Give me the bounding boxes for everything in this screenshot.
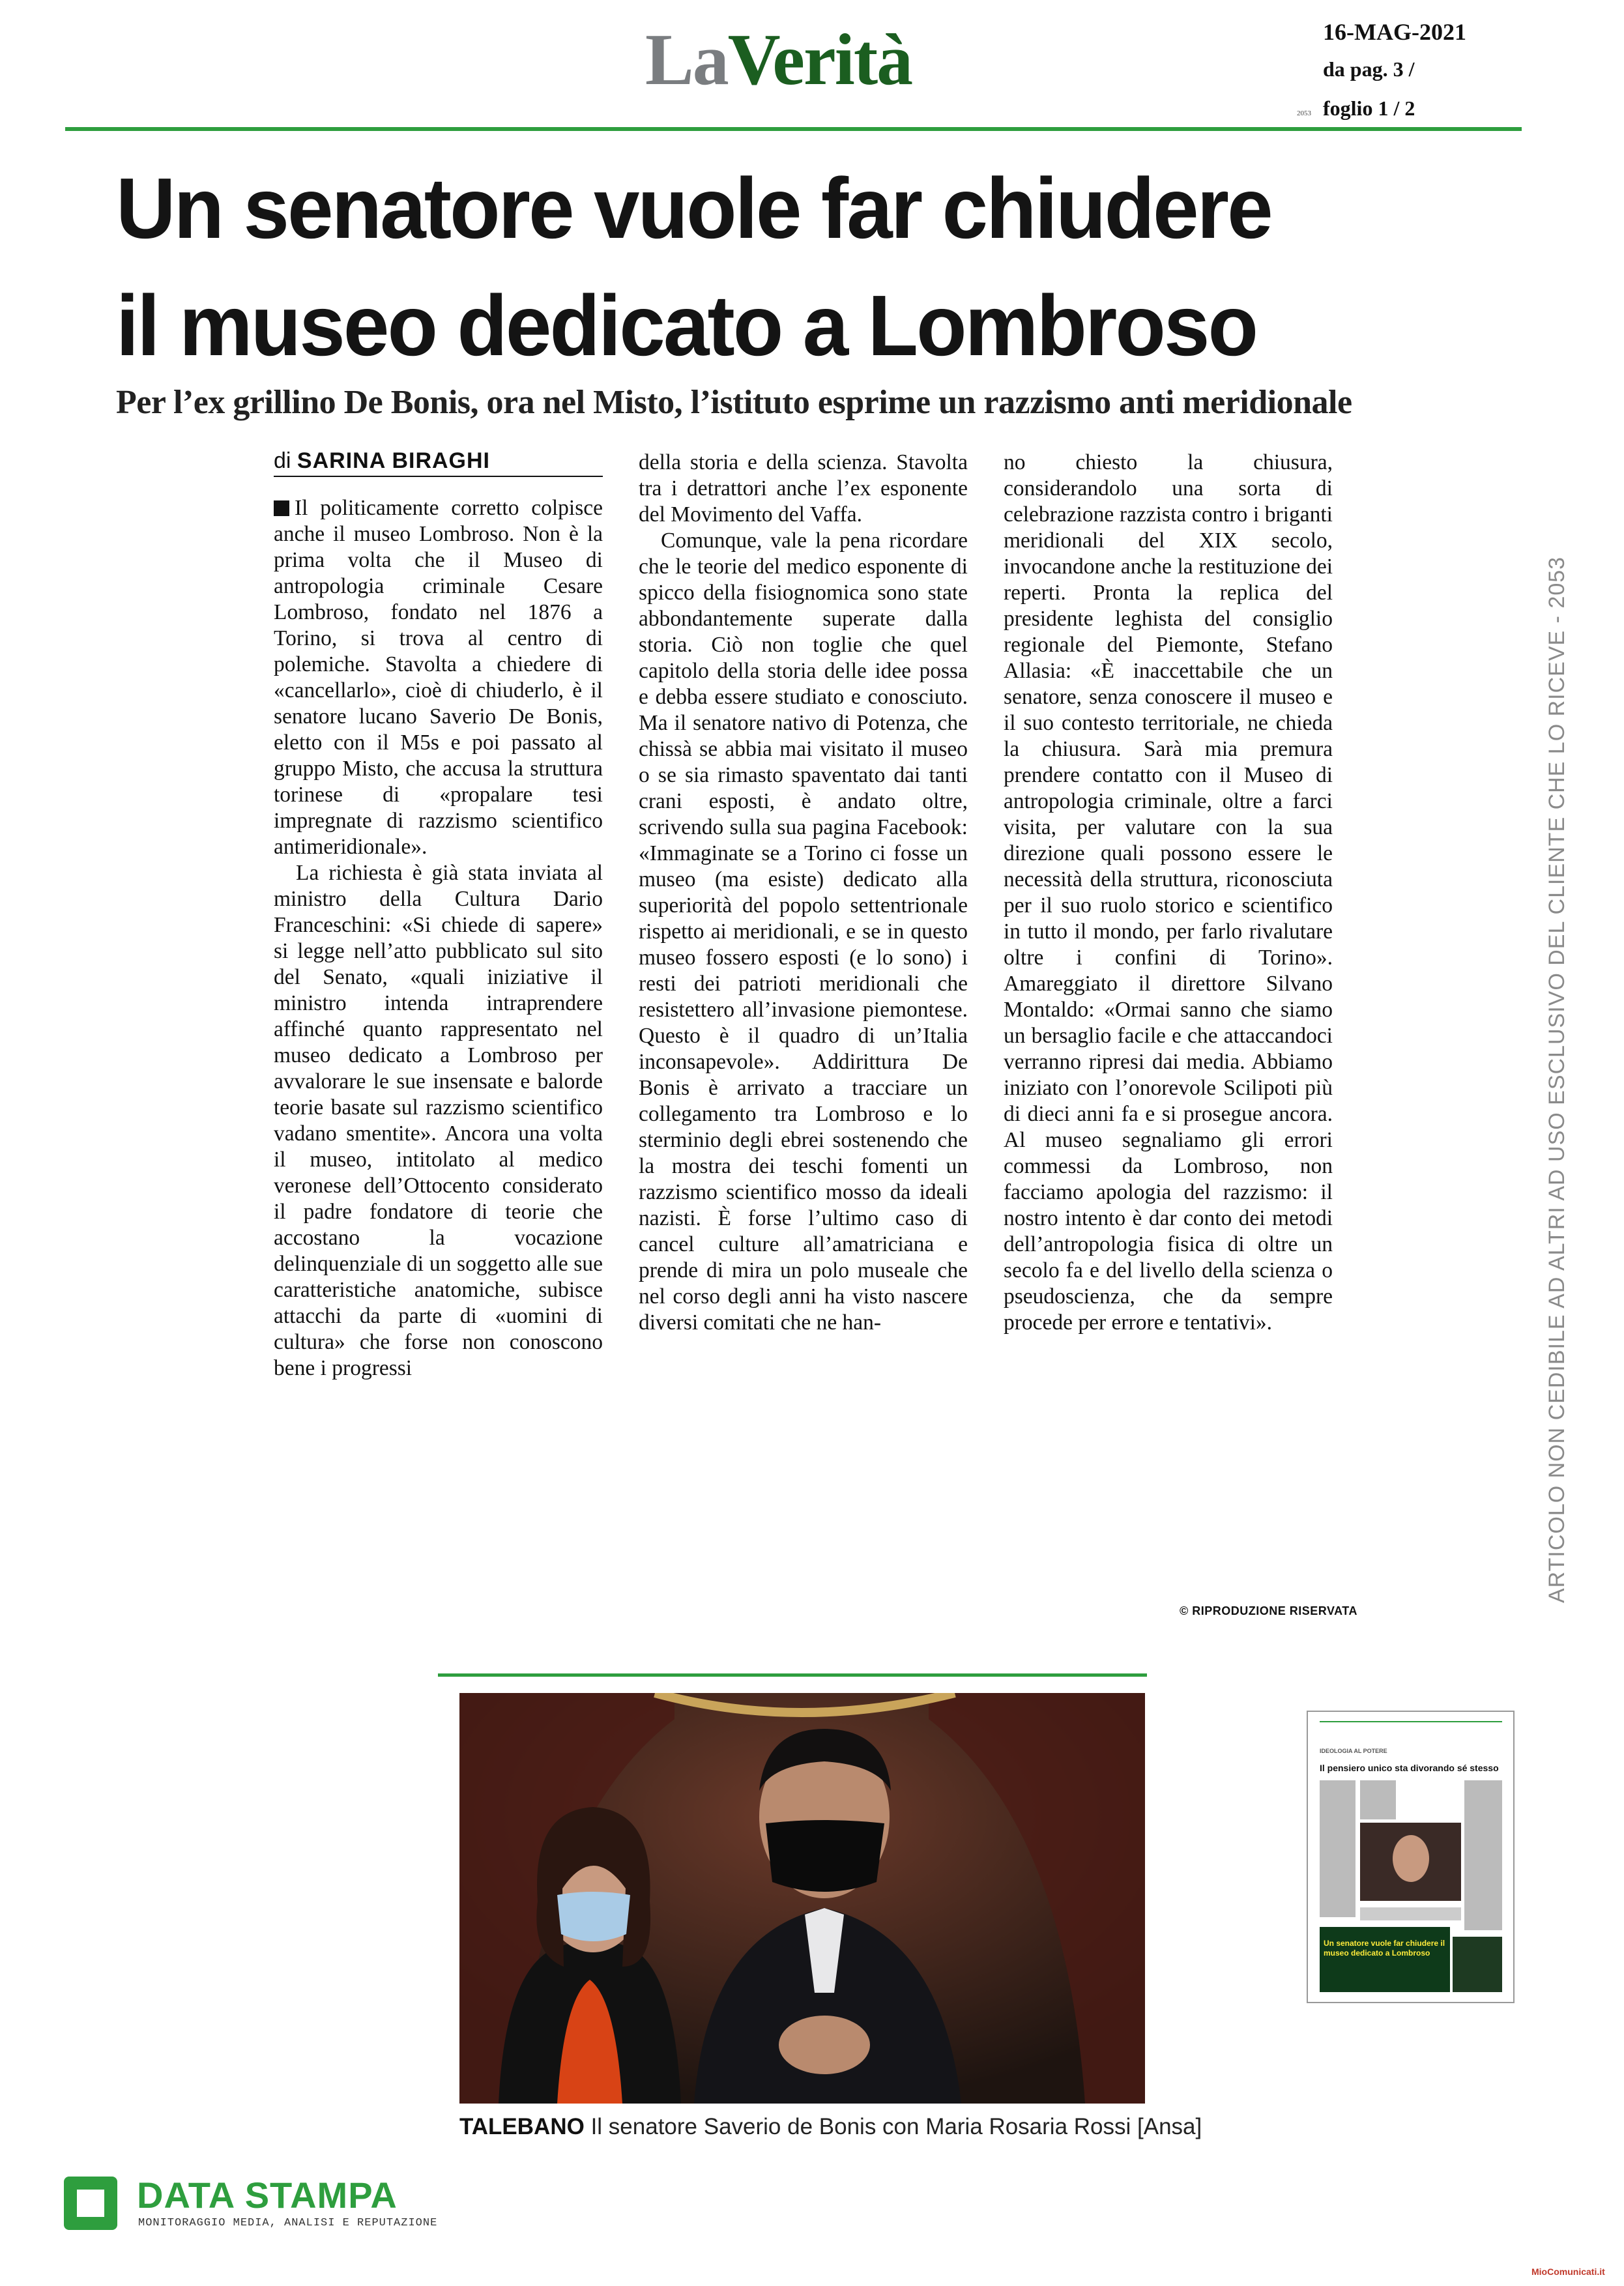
- byline-divider: [274, 476, 603, 477]
- masthead-verita: Verità: [727, 20, 912, 100]
- photo-caption: [459, 2114, 1202, 2140]
- data-stampa-logo-icon: [64, 2177, 117, 2230]
- paragraph: della storia e della scienza. Stavolta tra i detrattori anche l’ex esponente del Movimento del Vaffa.: [639, 450, 968, 527]
- masthead-logo: [645, 20, 912, 100]
- photo-divider: [438, 1673, 1147, 1677]
- paragraph: Comunque, vale la pena ricordare che le teorie del medico esponente di spicco della fisiognomica sono state abbondantemente superate dalla storia. Ciò non toglie che quel capitolo della storia delle idee possa e debba essere studiato e conosciuto. Ma il senatore nativo di Potenza, che chissà se abbia mai visitato il museo o se sia rimasto spaventato dai tanti crani esposti, è andato oltre, scrivendo sulla sua pagina Facebook: «Immaginate se a Torino ci fosse un museo (ma esiste) dedicato alla superiorità del popolo settentrionale rispetto ai meridionali, e se in questo museo fossero esposti (e lo sono) i resti dei patrioti meridionali che resistettero all’invasione piemontese. Questo è il quadro di un’Italia inconsapevole». Addirittura De Bonis è arrivato a tracciare un collegamento tra Lombroso e lo sterminio degli ebrei sostenendo che la mostra dei teschi fomenti un razzismo scientifico mosso da ideali nazisti. È forse l’ultimo caso di cancel culture all’amatriciana e prende di mira un polo museale che nel corso degli anni ha visto nascere diversi comitati che ne han-: [639, 528, 968, 1335]
- subheadline: Per l’ex grillino De Bonis, ora nel Misto, l’istituto esprime un razzismo anti meridionale: [116, 384, 1352, 421]
- page-ref: da pag. 3 /: [1323, 57, 1415, 81]
- caption-text: Il senatore Saverio de Bonis con Maria Rosaria Rossi [Ansa]: [584, 2114, 1202, 2139]
- headline-line-1: Un senatore vuole far chiudere: [116, 160, 1271, 256]
- paragraph: La richiesta è già stata inviata al ministro della Cultura Dario Franceschini: «Si chiede di sapere» si legge nell’atto pubblicato sul sito del Senato, «quali iniziative il ministro intenda intraprendere affinché quanto rappresentato nel museo dedicato a Lombroso per avvalorare le sue insensate e balorde teorie basate sul razzismo scientifico vadano smentite». Ancora una volta il museo, intitolato al medico veronese dell’Ottocento considerato il padre fondatore di teorie che accostano la vocazione delinquenziale di un soggetto alle sue caratteristiche anatomiche, subisce attacchi da parte di «uomini di cultura» che forse non conoscono bene i progressi: [274, 861, 603, 1380]
- byline-author: SARINA BIRAGHI: [297, 448, 490, 473]
- thumb-layout: [1308, 1712, 1513, 2002]
- paragraph: no chiesto la chiusura, considerandolo una sorta di celebrazione razzista contro i briganti meridionali del XIX secolo, invocandone anche la restituzione dei reperti. Pronta la replica del presidente leghista del consiglio regionale del Piemonte, Stefano Allasia: «È inaccettabile che un senatore, senza conoscere il museo e il suo contesto territoriale, ne chieda la chiusura. Sarà mia premura prendere contatto con il Museo di antropologia criminale, oltre a farci visita, per valutare con la sua direzione quali possono essere le necessità della struttura, riconosciuta per il suo ruolo storico e scientifico in tutto il mondo, per farlo rivalutare oltre i confini di Torino». Amareggiato il direttore Silvano Montaldo: «Ormai sanno che siamo un bersaglio facile e che attaccandoci verranno ripresi dai media. Abbiamo iniziato con l’onorevole Scilipoti più di dieci anni fa e si prosegue ancora. Al museo segnaliamo gli errori commessi da Lombroso, non facciamo apologia del razzismo: il nostro intento è dar conto dei metodi dell’antropologia fisica di oltre un secolo fa e del livello della scienza o pseudoscienza, che da sempre procede per errore e tentativi».: [1004, 450, 1333, 1335]
- headline-line-2: il museo dedicato a Lombroso: [116, 278, 1257, 373]
- article-column-1: [274, 495, 603, 1382]
- sheet-ref: foglio 1 / 2: [1323, 96, 1415, 120]
- byline: [274, 448, 490, 474]
- article-column-3: [1004, 450, 1333, 1336]
- watermark: MioComunicati.it: [1531, 2266, 1605, 2277]
- page-thumbnail: [1307, 1711, 1515, 2003]
- paragraph: [274, 495, 603, 860]
- issue-date: 16-MAG-2021: [1323, 19, 1466, 45]
- thumb-section: IDEOLOGIA AL POTERE: [1320, 1748, 1387, 1754]
- caption-label: TALEBANO: [459, 2114, 585, 2139]
- top-divider: [65, 127, 1522, 131]
- byline-prefix: di: [274, 448, 291, 473]
- footer-logo-text: DATA STAMPA: [137, 2175, 398, 2216]
- footer-tagline: MONITORAGGIO MEDIA, ANALISI E REPUTAZIONE: [138, 2217, 438, 2229]
- thumb-title: Il pensiero unico sta divorando sé stesso: [1320, 1763, 1499, 1773]
- headline: [116, 150, 1461, 384]
- client-code: 2053: [1297, 109, 1311, 117]
- paragraph-text: Il politicamente corretto colpisce anche il museo Lombroso. Non è la prima volta che il Museo di antropologia criminale Cesare Lombroso, fondato nel 1876 a Torino, si trova al centro di polemiche. Stavolta a chiedere di «cancellarlo», cioè di chiuderlo, è il senatore lucano Saverio De Bonis, eletto con il M5s e poi passato al gruppo Misto, che accusa la struttura torinese di «propalare tesi impregnate di razzismo scientifico antimeridionale».: [274, 496, 603, 859]
- masthead-la: La: [645, 20, 728, 100]
- thumb-box-title: Un senatore vuole far chiudere il museo dedicato a Lombroso: [1324, 1939, 1445, 1958]
- copyright-notice: © RIPRODUZIONE RISERVATA: [1180, 1604, 1357, 1617]
- usage-notice: ARTICOLO NON CEDIBILE AD ALTRI AD USO ESCLUSIVO DEL CLIENTE CHE LO RICEVE - 2053: [1544, 556, 1569, 1603]
- photo-illustration: [459, 1693, 1145, 2104]
- article-photo: [459, 1693, 1145, 2104]
- article-column-2: [639, 450, 968, 1336]
- lead-square-icon: [274, 500, 289, 516]
